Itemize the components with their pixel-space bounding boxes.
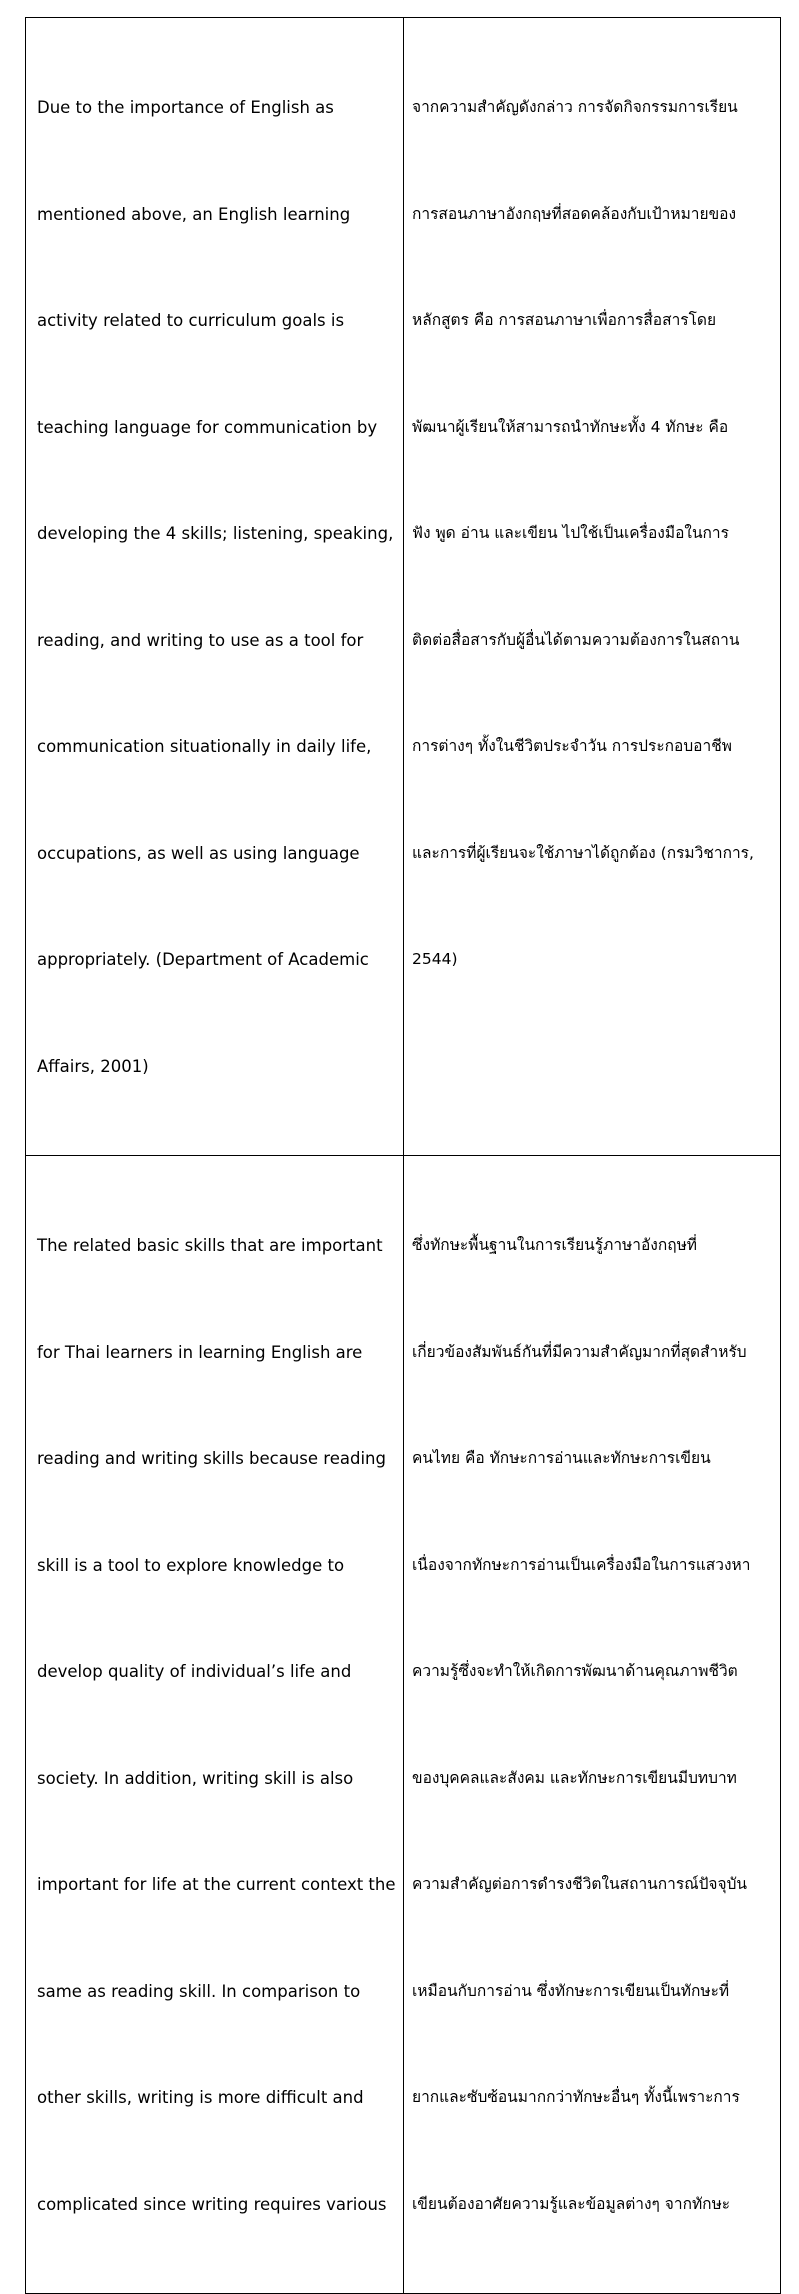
text-line: จากความสำคัญดังกล่าว การจัดกิจกรรมการเรียน — [412, 98, 738, 116]
text-line: และการที่ผู้เรียนจะใช้ภาษาได้ถูกต้อง (กรมวิชาการ, — [412, 843, 754, 862]
text-line: ความสำคัญต่อการดำรงชีวิตในสถานการณ์ปัจจุบัน — [412, 1875, 748, 1893]
text-line: develop quality of individual’s life and — [37, 1662, 352, 1681]
text-line: other skills, writing is more difficult and — [37, 2088, 364, 2107]
text-line: reading, and writing to use as a tool for — [37, 630, 364, 650]
thai-paragraph — [404, 18, 780, 1049]
english-paragraph — [26, 18, 403, 1155]
text-line: complicated since writing requires various — [37, 2194, 387, 2214]
text-line: ความรู้ซึ่งจะทำให้เกิดการพัฒนาด้านคุณภาพชีวิต — [412, 1662, 738, 1680]
text-line: ฟัง พูด อ่าน และเขียน ไปใช้เป็นเครื่องมือในการ — [412, 524, 729, 542]
text-line: เขียนต้องอาศัยความรู้และข้อมูลต่างๆ จากทักษะ — [412, 2194, 731, 2213]
text-line: เนื่องจากทักษะการอ่านเป็นเครื่องมือในการแสวงหา — [412, 1555, 751, 1574]
text-line: หลักสูตร คือ การสอนภาษาเพื่อการสื่อสารโดย — [412, 311, 717, 329]
text-line: 2544) — [412, 950, 458, 968]
thai-paragraph — [404, 1156, 780, 2293]
text-line: พัฒนาผู้เรียนให้สามารถนำทักษะทั้ง 4 ทักษะ คือ — [412, 417, 729, 436]
text-line: occupations, as well as using language — [37, 843, 360, 863]
text-line: ติดต่อสื่อสารกับผู้อื่นได้ตามความต้องการในสถาน — [412, 630, 740, 649]
text-line: important for life at the current context the — [37, 1875, 396, 1894]
bilingual-table — [25, 17, 781, 2294]
thai-cell — [404, 1156, 781, 2294]
text-line: appropriately. (Department of Academic — [37, 950, 369, 969]
table-row — [26, 1156, 781, 2294]
text-line: The related basic skills that are important — [37, 1236, 383, 1255]
text-line: mentioned above, an English learning — [37, 204, 351, 224]
text-line: reading and writing skills because reading — [37, 1449, 386, 1468]
table-row — [26, 18, 781, 1156]
english-cell — [26, 18, 404, 1156]
text-line: การสอนภาษาอังกฤษที่สอดคล้องกับเป้าหมายของ — [412, 204, 737, 223]
text-line: ซึ่งทักษะพื้นฐานในการเรียนรู้ภาษาอังกฤษที่ — [412, 1236, 698, 1254]
text-line: skill is a tool to explore knowledge to — [37, 1555, 345, 1575]
text-line: society. In addition, writing skill is also — [37, 1768, 354, 1788]
text-line: คนไทย คือ ทักษะการอ่านและทักษะการเขียน — [412, 1449, 711, 1467]
text-line: developing the 4 skills; listening, speaking, — [37, 524, 394, 543]
text-line: same as reading skill. In comparison to — [37, 1981, 361, 2001]
text-line: communication situationally in daily life, — [37, 737, 372, 756]
text-line: เกี่ยวข้องสัมพันธ์กันที่มีความสำคัญมากที่สุดสำหรับ — [412, 1342, 747, 1361]
text-line: Due to the importance of English as — [37, 98, 334, 117]
english-cell — [26, 1156, 404, 2294]
english-paragraph — [26, 1156, 403, 2293]
text-line: การต่างๆ ทั้งในชีวิตประจำวัน การประกอบอาชีพ — [412, 737, 732, 755]
text-line: ของบุคคลและสังคม และทักษะการเขียนมีบทบาท — [412, 1768, 737, 1787]
text-line: for Thai learners in learning English are — [37, 1342, 363, 1362]
text-line: activity related to curriculum goals is — [37, 311, 345, 330]
thai-cell — [404, 18, 781, 1156]
text-line: เหมือนกับการอ่าน ซึ่งทักษะการเขียนเป็นทักษะที่ — [412, 1981, 730, 2000]
text-line: ยากและซับซ้อนมากกว่าทักษะอื่นๆ ทั้งนี้เพราะการ — [412, 2088, 740, 2106]
text-line: Affairs, 2001) — [37, 1056, 149, 1076]
text-line: teaching language for communication by — [37, 417, 378, 437]
